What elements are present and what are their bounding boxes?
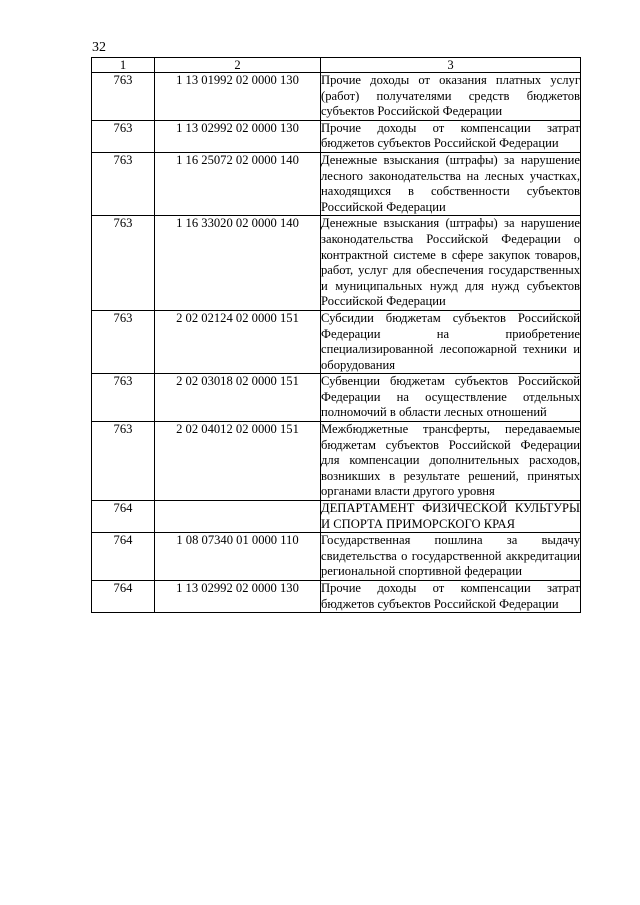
admin-code-cell: 763 <box>92 216 155 311</box>
admin-code-cell: 764 <box>92 581 155 613</box>
table-row <box>92 120 581 152</box>
table-row <box>92 374 581 422</box>
revenue-name-cell: Межбюджетные трансферты, передаваемые бюджетам субъектов Российской Федерации для компенсации дополнительных расходов, возникших в результате решений, принятых органами власти другого уровня <box>321 422 581 501</box>
revenue-name-cell: Денежные взыскания (штрафы) за нарушение законодательства Российской Федерации о контрактной системе в сфере закупок товаров, работ, услуг для обеспечения государственных и муниципальных нужд для нужд субъектов Российской Федерации <box>321 216 581 311</box>
budget-classification-code-cell: 1 13 01992 02 0000 130 <box>155 73 321 121</box>
table-row <box>92 152 581 215</box>
header-col-2: 2 <box>155 58 321 73</box>
admin-code-cell: 763 <box>92 152 155 215</box>
budget-classification-code-cell <box>155 501 321 533</box>
budget-classification-code-cell: 1 13 02992 02 0000 130 <box>155 581 321 613</box>
revenue-name-cell: Прочие доходы от компенсации затрат бюджетов субъектов Российской Федерации <box>321 581 581 613</box>
admin-code-cell: 764 <box>92 501 155 533</box>
table-row <box>92 422 581 501</box>
table-row <box>92 533 581 581</box>
table-row <box>92 581 581 613</box>
department-heading-cell: ДЕПАРТАМЕНТ ФИЗИЧЕСКОЙ КУЛЬТУРЫ И СПОРТА ПРИМОРСКОГО КРАЯ <box>321 501 581 533</box>
table-row <box>92 73 581 121</box>
revenue-name-cell: Государственная пошлина за выдачу свидетельства о государственной аккредитации региональной спортивной федерации <box>321 533 581 581</box>
revenue-name-cell: Прочие доходы от оказания платных услуг (работ) получателями средств бюджетов субъектов Российской Федерации <box>321 73 581 121</box>
header-col-3: 3 <box>321 58 581 73</box>
budget-classification-code-cell: 1 13 02992 02 0000 130 <box>155 120 321 152</box>
budget-classification-code-cell: 1 16 33020 02 0000 140 <box>155 216 321 311</box>
table-row <box>92 310 581 373</box>
admin-code-cell: 763 <box>92 73 155 121</box>
revenue-name-cell: Денежные взыскания (штрафы) за нарушение лесного законодательства на лесных участках, находящихся в собственности субъектов Российской Федерации <box>321 152 581 215</box>
admin-code-cell: 763 <box>92 422 155 501</box>
budget-classification-code-cell: 2 02 02124 02 0000 151 <box>155 310 321 373</box>
budget-classification-code-cell: 1 16 25072 02 0000 140 <box>155 152 321 215</box>
revenue-name-cell: Субвенции бюджетам субъектов Российской Федерации на осуществление отдельных полномочий в области лесных отношений <box>321 374 581 422</box>
admin-code-cell: 764 <box>92 533 155 581</box>
budget-classification-code-cell: 1 08 07340 01 0000 110 <box>155 533 321 581</box>
table-row <box>92 501 581 533</box>
header-col-1: 1 <box>92 58 155 73</box>
admin-code-cell: 763 <box>92 310 155 373</box>
page-number: 32 <box>92 40 106 55</box>
admin-code-cell: 763 <box>92 374 155 422</box>
table-header-row <box>92 58 581 73</box>
budget-classification-code-cell: 2 02 03018 02 0000 151 <box>155 374 321 422</box>
admin-code-cell: 763 <box>92 120 155 152</box>
revenue-codes-table <box>91 57 581 613</box>
revenue-name-cell: Прочие доходы от компенсации затрат бюджетов субъектов Российской Федерации <box>321 120 581 152</box>
revenue-name-cell: Субсидии бюджетам субъектов Российской Федерации на приобретение специализированной лесопожарной техники и оборудования <box>321 310 581 373</box>
table-row <box>92 216 581 311</box>
budget-classification-code-cell: 2 02 04012 02 0000 151 <box>155 422 321 501</box>
